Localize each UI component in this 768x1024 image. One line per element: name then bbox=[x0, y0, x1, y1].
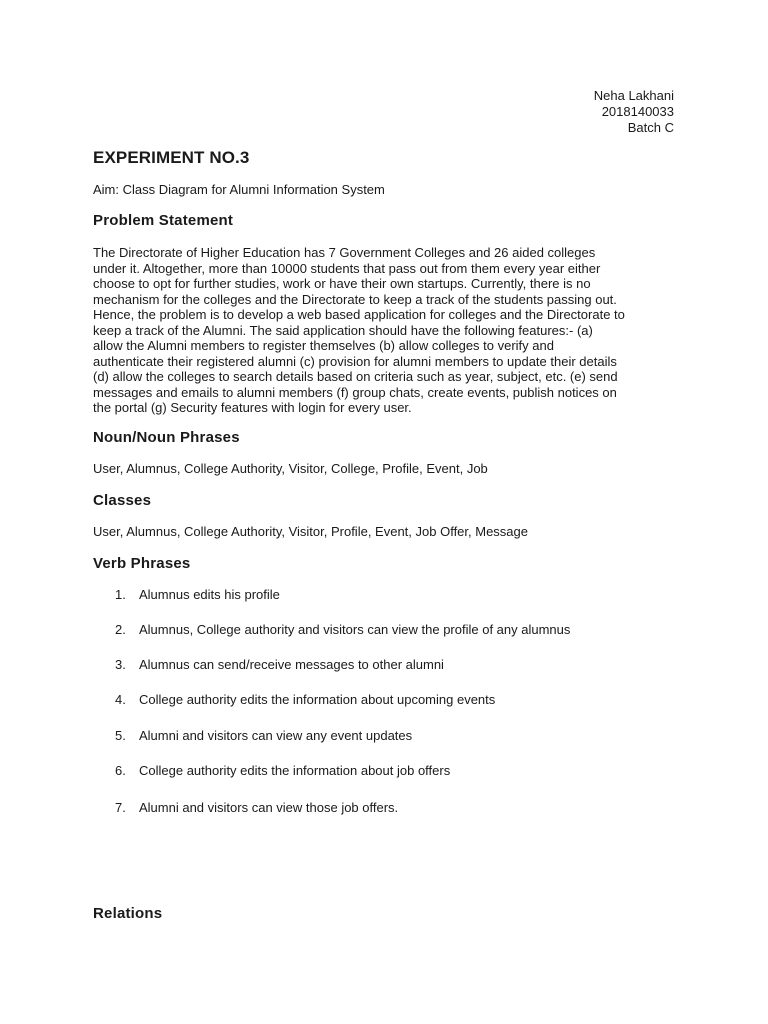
document-title: EXPERIMENT NO.3 bbox=[93, 148, 250, 167]
verb-phrase-item bbox=[115, 763, 450, 778]
author-id: 2018140033 bbox=[601, 104, 674, 119]
problem-line: mechanism for the colleges and the Directorate to keep a track of the students passing out. bbox=[93, 291, 617, 307]
verb-phrases-heading: Verb Phrases bbox=[93, 555, 191, 572]
problem-line: (d) allow the colleges to search details based on criteria such as year, subject, etc. (e) send bbox=[93, 369, 618, 384]
verb-phrase-item bbox=[115, 800, 398, 815]
problem-statement-text bbox=[93, 245, 675, 416]
problem-line: keep a track of the Alumni. The said application should have the following features:- (a) bbox=[93, 322, 593, 338]
problem-line: Hence, the problem is to develop a web based application for colleges and the Directorate to bbox=[93, 307, 625, 322]
verb-phrase-text: College authority edits the information about job offers bbox=[139, 763, 451, 778]
author-block bbox=[594, 88, 674, 136]
problem-line: messages and emails to alumni members (f) group chats, create events, publish notices on bbox=[93, 384, 617, 400]
verb-phrase-text: College authority edits the information about upcoming events bbox=[139, 692, 496, 707]
author-name: Neha Lakhani bbox=[593, 88, 674, 103]
noun-phrases-heading: Noun/Noun Phrases bbox=[93, 429, 240, 446]
verb-phrase-text: Alumnus edits his profile bbox=[139, 587, 280, 602]
verb-phrase-item bbox=[115, 587, 280, 602]
classes-heading: Classes bbox=[93, 492, 152, 509]
verb-phrase-item bbox=[115, 728, 412, 743]
problem-line: The Directorate of Higher Education has 7 Government Colleges and 26 aided colleges bbox=[93, 245, 596, 260]
problem-line: the portal (g) Security features with login for every user. bbox=[93, 400, 412, 415]
author-batch: Batch C bbox=[627, 120, 674, 135]
problem-line: choose to opt for further studies, work or have their own startups. Currently, there is no bbox=[93, 276, 591, 291]
list-number: 4. bbox=[115, 692, 126, 707]
problem-line: under it. Altogether, more than 10000 students that pass out from them every year either bbox=[93, 260, 601, 276]
verb-phrase-text: Alumni and visitors can view those job offers. bbox=[139, 800, 399, 815]
verb-phrase-text: Alumnus can send/receive messages to other alumni bbox=[139, 657, 444, 672]
verb-phrase-text: Alumnus, College authority and visitors can view the profile of any alumnus bbox=[139, 622, 571, 637]
problem-line: allow the Alumni members to register themselves (b) allow colleges to verify and bbox=[93, 338, 554, 353]
classes-text: User, Alumnus, College Authority, Visitor, Profile, Event, Job Offer, Message bbox=[93, 524, 528, 539]
problem-line: authenticate their registered alumni (c) provision for alumni members to update their details bbox=[93, 353, 617, 369]
relations-heading: Relations bbox=[93, 905, 163, 922]
list-number: 7. bbox=[115, 800, 126, 815]
list-number: 3. bbox=[115, 657, 126, 672]
list-number: 6. bbox=[115, 763, 126, 778]
list-number: 5. bbox=[115, 728, 126, 743]
noun-phrases-text: User, Alumnus, College Authority, Visitor, College, Profile, Event, Job bbox=[93, 461, 488, 476]
aim-text: Aim: Class Diagram for Alumni Information System bbox=[93, 182, 385, 197]
verb-phrase-item bbox=[115, 622, 570, 637]
list-number: 1. bbox=[115, 587, 126, 602]
list-number: 2. bbox=[115, 622, 126, 637]
problem-statement-heading: Problem Statement bbox=[93, 212, 234, 229]
verb-phrase-text: Alumni and visitors can view any event updates bbox=[139, 728, 413, 743]
verb-phrase-item bbox=[115, 657, 444, 672]
verb-phrase-item bbox=[115, 692, 495, 707]
